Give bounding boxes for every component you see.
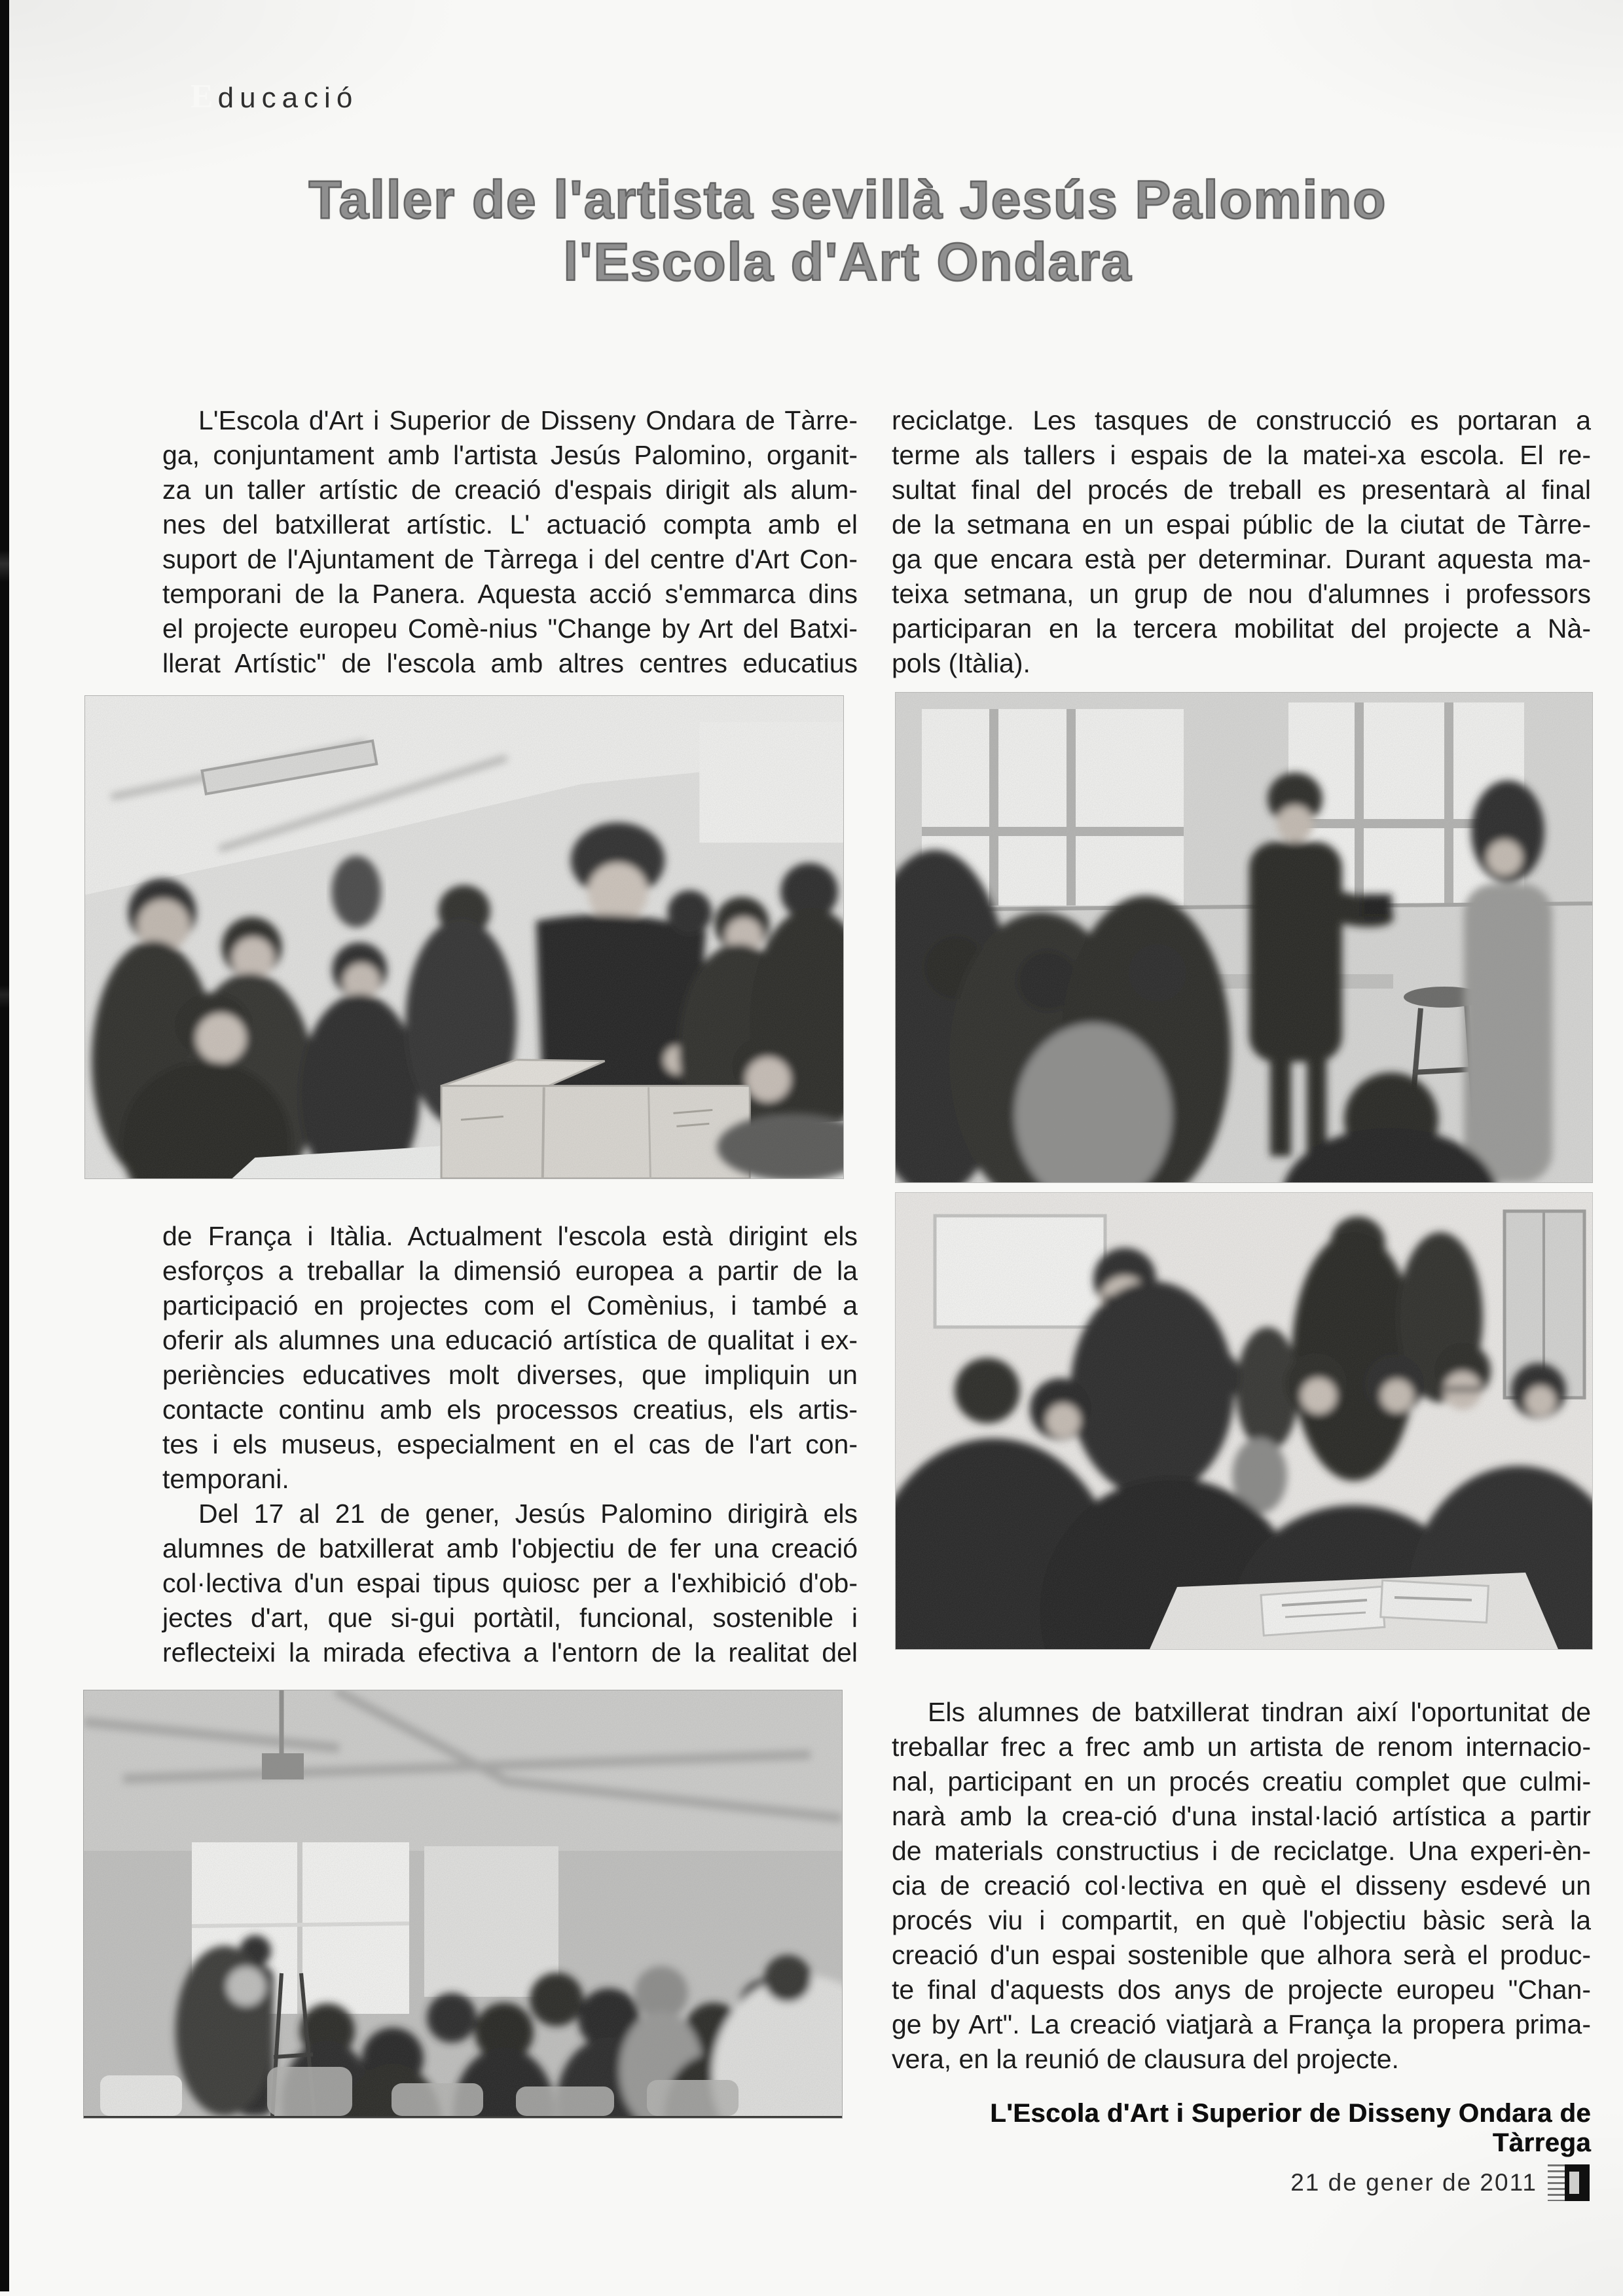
body-column-left-top	[162, 403, 858, 681]
text-line: nal, participant en un procés creatiu complet que culmi-	[892, 1766, 1591, 1796]
photo-magazine-table	[896, 1193, 1592, 1649]
text-line: contacte continu amb els processos creatius, els artis-	[162, 1394, 858, 1425]
photo-box-demo	[85, 696, 843, 1178]
text-line: col·lectiva d'un espai tipus quiosc per a l'exhibició d'ob-	[162, 1568, 858, 1598]
text-line: el projecte europeu Comè-nius "Change by Art del Batxi-	[162, 613, 858, 644]
body-column-right-top	[892, 403, 1591, 681]
publication-logo-icon	[1548, 2164, 1590, 2201]
paragraph	[892, 1695, 1591, 2077]
article-byline: L'Escola d'Art i Superior de Disseny Ondara de Tàrrega	[990, 2099, 1591, 2157]
photo-classroom-talk-image	[896, 693, 1592, 1182]
text-line: oferir als alumnes una educació artística de qualitat i ex-	[162, 1325, 858, 1355]
photo-lecture-audience-image	[84, 1690, 842, 2116]
text-line: Els alumnes de batxillerat tindran així l'oportunitat de	[928, 1697, 1591, 1727]
text-line: te final d'aquests dos anys de projecte europeu "Chan-	[892, 1975, 1591, 2005]
photo-lecture-audience	[84, 1690, 842, 2118]
section-kicker: Educació	[191, 78, 359, 115]
text-line: narà amb la crea-ció d'una instal·lació artística a partir	[892, 1801, 1591, 1831]
text-line: nes del batxillerat artístic. L' actuació compta amb el	[162, 509, 858, 539]
text-line: de materials constructius i de reciclatge. Una experi-èn-	[892, 1836, 1591, 1866]
paragraph	[162, 1219, 858, 1497]
text-line: reflecteixi la mirada efectiva a l'entorn de la realitat del	[162, 1637, 858, 1667]
photo-classroom-talk	[896, 693, 1592, 1182]
text-line: llerat Artístic" de l'escola amb altres centres educatius	[162, 648, 858, 678]
article-title	[79, 169, 1617, 293]
scan-edge-artifact	[0, 0, 9, 2291]
text-line: ga, conjuntament amb l'artista Jesús Palomino, organit-	[162, 440, 858, 470]
text-line: periències educatives molt diverses, que impliquin un	[162, 1360, 858, 1390]
text-line: ge by Art". La creació viatjarà a França la propera prima-	[892, 2009, 1591, 2039]
body-column-right-bottom	[892, 1695, 1591, 2077]
text-line: alumnes de batxillerat amb l'objectiu de fer una creació	[162, 1533, 858, 1563]
text-line: reciclatge. Les tasques de construcció es portaran a	[892, 405, 1591, 435]
text-line: za un taller artístic de creació d'espais dirigit als alum-	[162, 475, 858, 505]
text-line: Del 17 al 21 de gener, Jesús Palomino dirigirà els	[198, 1499, 858, 1529]
text-line: procés viu i compartit, en què l'objectiu bàsic serà la	[892, 1905, 1591, 1935]
text-line: teixa setmana, un grup de nou d'alumnes i professors	[892, 579, 1591, 609]
footer-date: 21 de gener de 2011	[1290, 2169, 1537, 2196]
paragraph	[162, 1497, 858, 1670]
text-line: de la setmana en un espai públic de la ciutat de Tàrre-	[892, 509, 1591, 539]
text-line: temporani.	[162, 1464, 289, 1494]
text-line: participació en projectes com el Comènius, i també a	[162, 1290, 858, 1321]
photo-box-demo-image	[85, 696, 843, 1178]
text-line: jectes d'art, que si-gui portàtil, funcional, sostenible i	[162, 1603, 858, 1633]
text-line: sultat final del procés de treball es presentarà al final	[892, 475, 1591, 505]
paragraph	[892, 403, 1591, 681]
text-line: pols (Itàlia).	[892, 648, 1030, 678]
text-line: esforços a treballar la dimensió europea a partir de la	[162, 1256, 858, 1286]
text-line: treballar frec a frec amb un artista de renom internacio-	[892, 1732, 1591, 1762]
text-line: de França i Itàlia. Actualment l'escola està dirigint els	[162, 1221, 858, 1251]
body-column-left-middle	[162, 1219, 858, 1670]
text-line: terme als tallers i espais de la matei-xa escola. El re-	[892, 440, 1591, 470]
article-title-line1: Taller de l'artista sevillà Jesús Palomino	[308, 170, 1387, 230]
paragraph	[162, 403, 858, 681]
text-line: vera, en la reunió de clausura del projecte.	[892, 2044, 1399, 2074]
page-footer	[1244, 2162, 1590, 2204]
text-line: cia de creació col·lectiva en què el disseny esdevé un	[892, 1870, 1591, 1901]
text-line: creació d'un espai sostenible que alhora serà el produc-	[892, 1940, 1591, 1970]
publication-logo-mark	[1565, 2164, 1590, 2201]
text-line: tes i els museus, especialment en el cas de l'art con-	[162, 1429, 858, 1459]
text-line: temporani de la Panera. Aquesta acció s'emmarca dins	[162, 579, 858, 609]
text-line: L'Escola d'Art i Superior de Disseny Ondara de Tàrre-	[198, 405, 858, 435]
article-title-line2: l'Escola d'Art Ondara	[563, 232, 1133, 293]
publication-logo-text-lines	[1548, 2164, 1565, 2201]
text-line: ga que encara està per determinar. Durant aquesta ma-	[892, 544, 1591, 574]
text-line: participaran en la tercera mobilitat del projecte a Nà-	[892, 613, 1591, 644]
text-line: suport de l'Ajuntament de Tàrrega i del centre d'Art Con-	[162, 544, 858, 574]
photo-magazine-table-image	[896, 1193, 1592, 1649]
